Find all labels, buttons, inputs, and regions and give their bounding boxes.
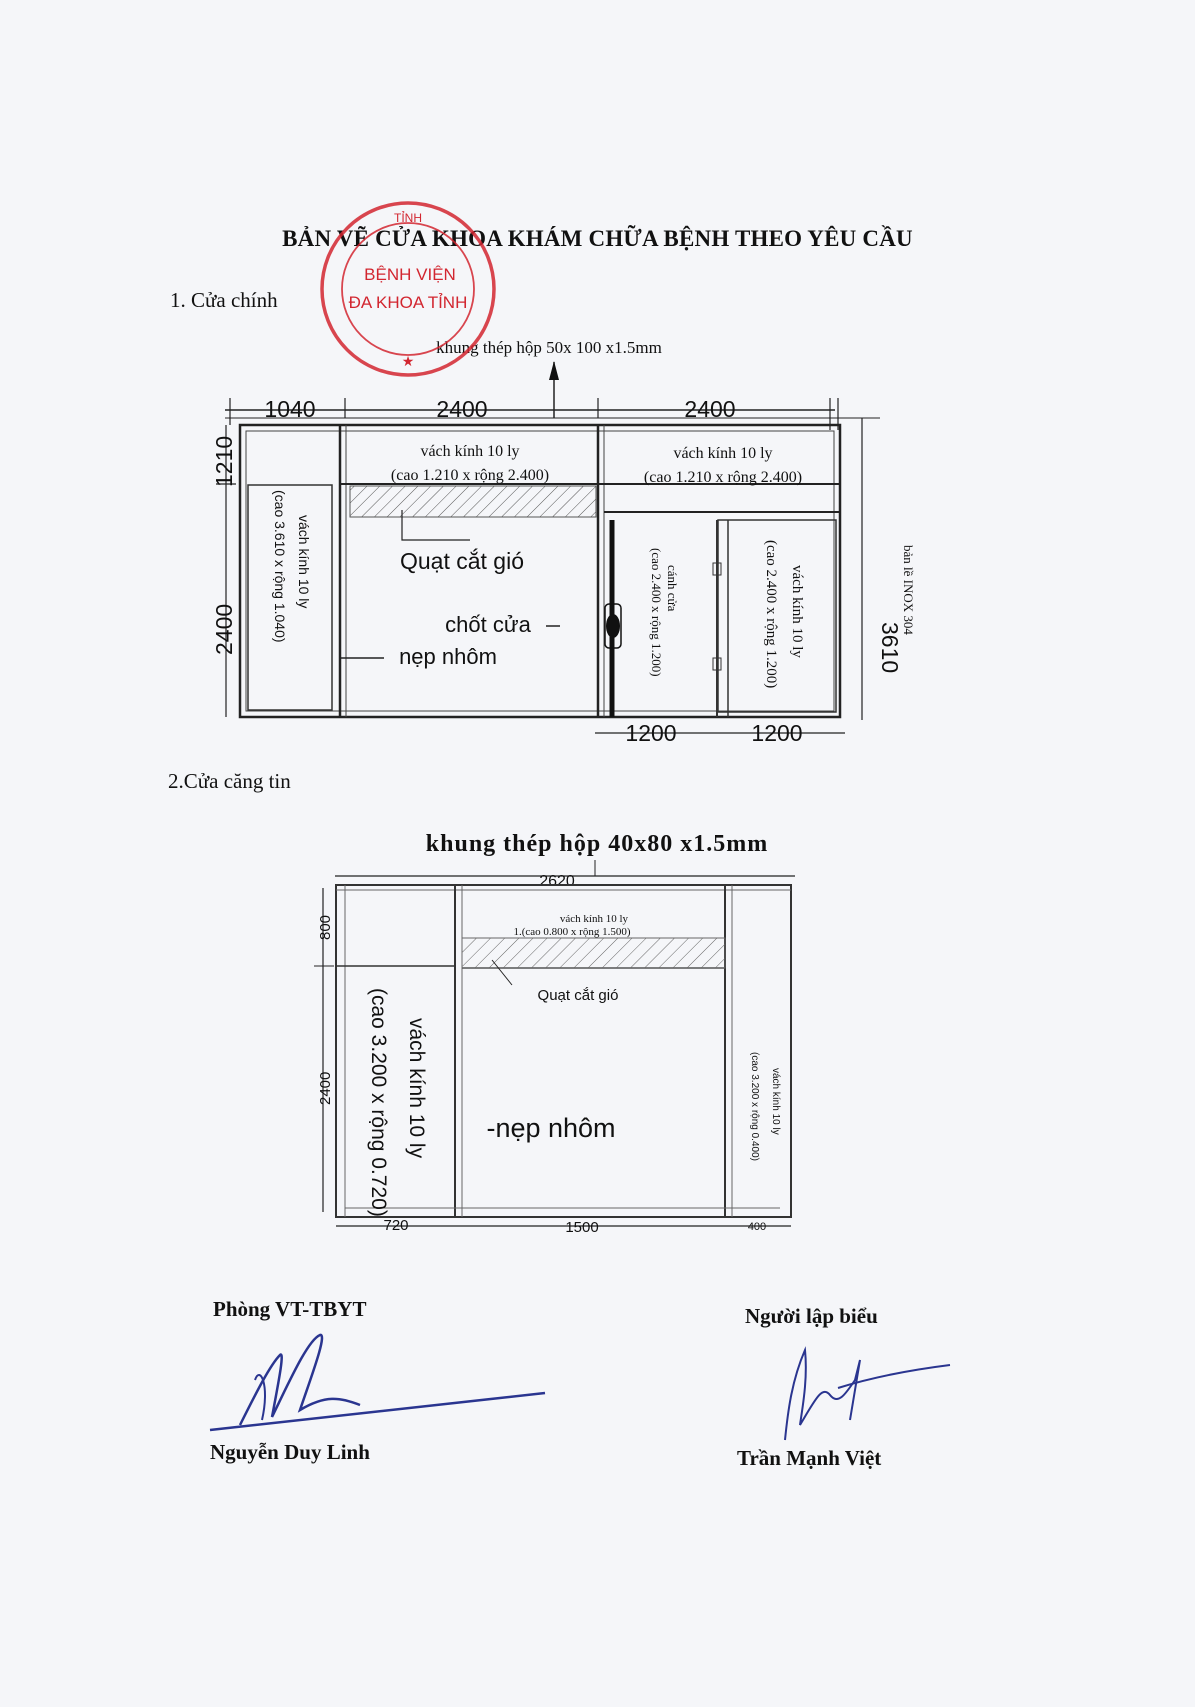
glass-right-label: vách kính 10 ly [789,565,805,658]
main-dim-top-2: 2400 [436,396,488,422]
left-signer-name: Nguyễn Duy Linh [210,1440,370,1464]
glass-top-left-label: vách kính 10 ly [420,443,520,460]
right-signature [760,1340,960,1450]
main-dim-left-2: 2400 [211,603,237,655]
trim-label: nẹp nhôm [399,644,497,669]
canteen-trim-label: -nẹp nhôm [486,1113,616,1143]
canteen-glass-top-size: 1.(cao 0.800 x rộng 1.500) [513,926,631,938]
canteen-dim-left-2: 2400 [317,1071,334,1105]
canteen-glass-left-size: (cao 3.200 x rộng 0.720) [367,988,390,1217]
canteen-dim-bottom-3: 400 [747,1221,767,1233]
stamp-star-icon: ★ [401,353,415,369]
door-leaf-size: (cao 2.400 x rộng 1.200) [649,548,664,677]
stamp-line-1: BỆNH VIỆN [364,265,456,284]
main-dim-top-3: 2400 [684,396,736,422]
canteen-glass-right-label: vách kính 10 ly [770,1068,781,1135]
glass-top-right-size: (cao 1.210 x rộng 2.400) [643,469,803,486]
canteen-glass-left-label: vách kính 10 ly [405,1018,428,1159]
right-signer-role: Người lập biểu [745,1304,878,1328]
main-dim-right: 3610 [877,622,903,674]
hospital-stamp [315,196,501,382]
canteen-dim-left-1: 800 [317,914,334,940]
canteen-glass-right-size: (cao 3.200 x rộng 0.400) [749,1052,760,1161]
glass-left-label: vách kính 10 ly [296,515,312,609]
canteen-glass-top-label: vách kính 10 ly [559,913,629,925]
section-heading-main-door: 1. Cửa chính [170,288,278,312]
glass-top-right-label: vách kính 10 ly [673,445,773,462]
main-dim-bottom-2: 1200 [751,720,803,746]
canteen-dim-bottom-1: 720 [383,1217,409,1234]
right-signer-name: Trần Mạnh Việt [737,1446,882,1470]
canteen-dim-bottom-2: 1500 [565,1219,599,1236]
main-frame-label: khung thép hộp 50x 100 x1.5mm [436,338,662,357]
glass-left-size: (cao 3.610 x rộng 1.040) [272,490,288,643]
main-dim-left-1: 1210 [211,435,237,487]
door-leaf-label: cánh cửa [665,565,680,612]
canteen-dim-top: 2620 [539,873,575,890]
left-signer-role: Phòng VT-TBYT [213,1297,367,1321]
stamp-ring-text: TỈNH [394,211,422,225]
canteen-fan-label: Quạt cắt gió [537,987,619,1004]
canteen-frame-label: khung thép hộp 40x80 x1.5mm [425,831,769,857]
fan-label: Quạt cắt gió [399,548,525,574]
hinge-label: bản lề INOX 304 [901,545,916,635]
main-dim-top-1: 1040 [264,396,316,422]
glass-right-size: (cao 2.400 x rộng 1.200) [763,540,779,689]
glass-top-left-size: (cao 1.210 x rộng 2.400) [390,467,550,484]
lock-label: chốt cửa [445,612,531,637]
section-heading-canteen-door: 2.Cửa căng tin [168,769,291,793]
canteen-air-curtain-fan [462,938,725,968]
document-title: BẢN VẼ CỬA KHOA KHÁM CHỮA BỆNH THEO YÊU CẦU [282,226,913,251]
stamp-line-2: ĐA KHOA TỈNH [348,293,468,312]
main-dim-bottom-1: 1200 [625,720,677,746]
left-signature [200,1325,560,1445]
